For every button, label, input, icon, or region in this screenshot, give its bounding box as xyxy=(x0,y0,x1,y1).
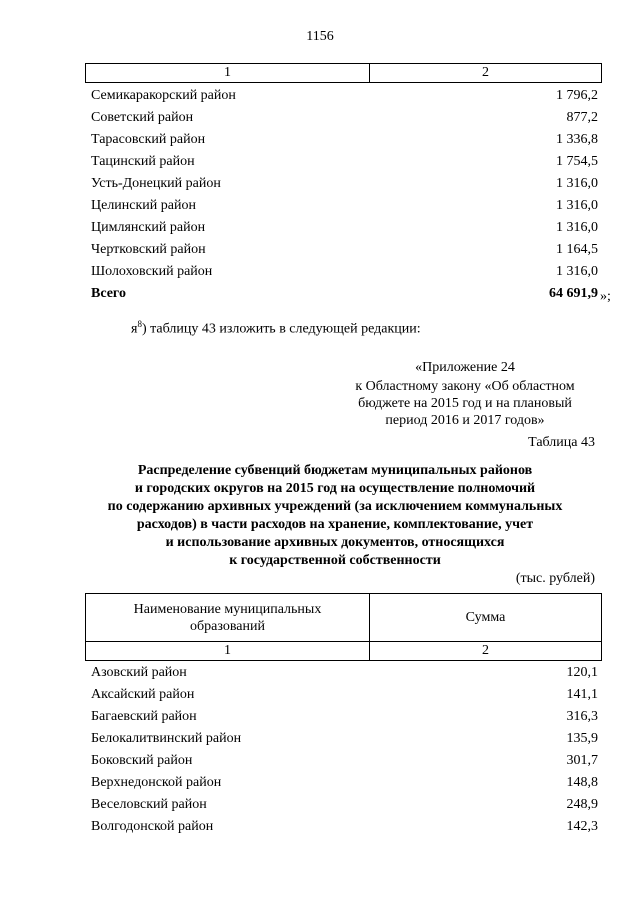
district-value: 120,1 xyxy=(566,665,598,680)
column-number-header xyxy=(85,63,602,83)
district-name: Аксайский район xyxy=(91,687,195,702)
appendix-reference xyxy=(330,359,600,429)
header-sum-column: Сумма xyxy=(465,609,506,625)
table-row xyxy=(85,772,602,794)
amendment-body: ) таблицу 43 изложить в следующей редакции: xyxy=(141,321,421,337)
amendment-letter: я xyxy=(131,321,138,337)
district-value: 1 316,0 xyxy=(556,264,598,279)
district-value: 301,7 xyxy=(566,753,598,768)
title-line: Распределение субвенций бюджетам муниципальных районов xyxy=(137,463,533,478)
district-value: 1 316,0 xyxy=(556,220,598,235)
table-row xyxy=(85,750,602,772)
table-row xyxy=(85,261,602,283)
appendix-line: бюджете на 2015 год и на плановый xyxy=(358,396,572,411)
title-line: расходов) в части расходов на хранение, комплектование, учет xyxy=(136,517,534,532)
units-label: (тыс. рублей) xyxy=(515,571,595,586)
district-value: 1 164,5 xyxy=(556,242,598,257)
district-value: 316,3 xyxy=(566,709,598,724)
column-number-2: 2 xyxy=(482,643,489,658)
page-number: 1156 xyxy=(306,29,334,44)
table-row xyxy=(85,107,602,129)
district-name: Волгодонской район xyxy=(91,819,214,834)
district-value: 248,9 xyxy=(566,797,598,812)
title-line: по содержанию архивных учреждений (за исключением коммунальных xyxy=(107,499,563,514)
district-name: Цимлянский район xyxy=(91,220,206,235)
table-row xyxy=(85,706,602,728)
column-number-header xyxy=(85,641,602,661)
total-value: 64 691,9 xyxy=(549,286,598,301)
table-header xyxy=(85,593,602,641)
district-value: 142,3 xyxy=(566,819,598,834)
amendment-superscript: 8 xyxy=(137,319,142,329)
header-name-column xyxy=(86,594,370,641)
table-title xyxy=(70,462,600,570)
column-number-2: 2 xyxy=(482,65,489,80)
table-row xyxy=(85,816,602,838)
district-value: 1 754,5 xyxy=(556,154,598,169)
district-name: Верхнедонской район xyxy=(91,775,222,790)
header-name-line: Наименование муниципальных xyxy=(133,601,322,617)
amendment-text xyxy=(131,319,421,338)
table-number: Таблица 43 xyxy=(528,435,595,450)
district-name: Шолоховский район xyxy=(91,264,213,279)
appendix-line: период 2016 и 2017 годов» xyxy=(385,413,545,428)
table-row xyxy=(85,239,602,261)
table-row xyxy=(85,217,602,239)
table-continuation xyxy=(85,63,602,305)
total-row xyxy=(85,283,602,305)
table-43 xyxy=(85,593,602,838)
total-label: Всего xyxy=(91,286,126,301)
title-line: к государственной собственности xyxy=(229,553,441,568)
district-name: Тарасовский район xyxy=(91,132,206,147)
district-name: Боковский район xyxy=(91,753,193,768)
table-row xyxy=(85,195,602,217)
district-name: Советский район xyxy=(91,110,194,125)
closing-quote-suffix: »; xyxy=(600,289,611,304)
district-value: 135,9 xyxy=(566,731,598,746)
appendix-line: «Приложение 24 xyxy=(415,360,515,375)
district-value: 877,2 xyxy=(566,110,598,125)
header-name-line: образований xyxy=(190,618,265,634)
table-row xyxy=(85,85,602,107)
district-name: Усть-Донецкий район xyxy=(91,176,221,191)
district-value: 1 316,0 xyxy=(556,176,598,191)
table-row xyxy=(85,173,602,195)
district-value: 1 796,2 xyxy=(556,88,598,103)
district-name: Целинский район xyxy=(91,198,196,213)
district-name: Семикаракорский район xyxy=(91,88,236,103)
table-row xyxy=(85,728,602,750)
district-name: Белокалитвинский район xyxy=(91,731,242,746)
appendix-line: к Областному закону «Об областном xyxy=(355,379,575,394)
column-number-1: 1 xyxy=(86,64,370,82)
table-row xyxy=(85,129,602,151)
table-row xyxy=(85,684,602,706)
district-value: 1 316,0 xyxy=(556,198,598,213)
district-value: 1 336,8 xyxy=(556,132,598,147)
district-name: Багаевский район xyxy=(91,709,197,724)
district-value: 141,1 xyxy=(566,687,598,702)
title-line: и использование архивных документов, относящихся xyxy=(165,535,505,550)
table-row xyxy=(85,794,602,816)
district-name: Чертковский район xyxy=(91,242,206,257)
table-row xyxy=(85,662,602,684)
district-name: Азовский район xyxy=(91,665,187,680)
table-row xyxy=(85,151,602,173)
column-number-1: 1 xyxy=(86,642,370,660)
title-line: и городских округов на 2015 год на осуществление полномочий xyxy=(134,481,536,496)
district-name: Веселовский район xyxy=(91,797,207,812)
district-value: 148,8 xyxy=(566,775,598,790)
district-name: Тацинский район xyxy=(91,154,195,169)
